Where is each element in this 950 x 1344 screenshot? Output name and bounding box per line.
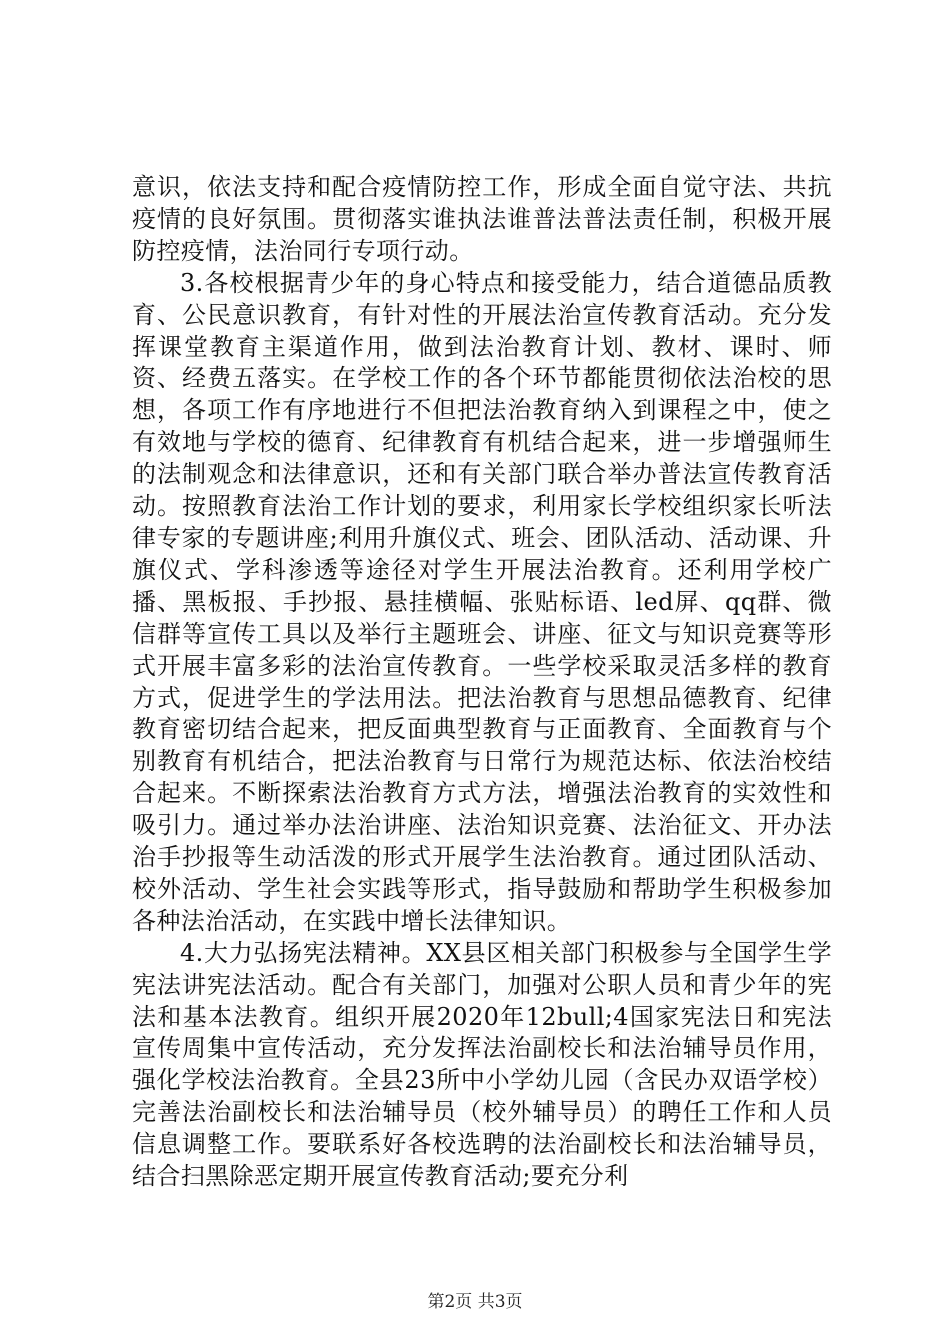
body-text xyxy=(132,172,832,1193)
page-number-footer: 第2页 共3页 xyxy=(427,1292,523,1312)
paragraph-item-4: 4.大力弘扬宪法精神。XX县区相关部门积极参与全国学生学宪法讲宪法活动。配合有关部门，加强对公职人员和青少年的宪法和基本法教育。组织开展2020年12bull;4国家宪法日和宪法宣传周集中宣传活动，充分发挥法治副校长和法治辅导员作用，强化学校法治教育。全县23所中小学幼儿园（含民办双语学校）完善法治副校长和法治辅导员（校外辅导员）的聘任工作和人员信息调整工作。要联系好各校选聘的法治副校长和法治辅导员，结合扫黑除恶定期开展宣传教育活动;要充分利 xyxy=(132,938,832,1191)
paragraph-continuation: 意识，依法支持和配合疫情防控工作，形成全面自觉守法、共抗疫情的良好氛围。贯彻落实谁执法谁普法普法责任制，积极开展防控疫情，法治同行专项行动。 xyxy=(132,173,832,265)
paragraph-item-3: 3.各校根据青少年的身心特点和接受能力，结合道德品质教育、公民意识教育，有针对性的开展法治宣传教育活动。充分发挥课堂教育主渠道作用，做到法治教育计划、教材、课时、师资、经费五落实。在学校工作的各个环节都能贯彻依法治校的思想，各项工作有序地进行不但把法治教育纳入到课程之中，使之有效地与学校的德育、纪律教育有机结合起来，进一步增强师生的法制观念和法律意识，还和有关部门联合举办普法宣传教育活动。按照教育法治工作计划的要求，利用家长学校组织家长听法律专家的专题讲座;利用升旗仪式、班会、团队活动、活动课、升旗仪式、学科渗透等途径对学生开展法治教育。还利用学校广播、黑板报、手抄报、悬挂横幅、张贴标语、led屏、qq群、微信群等宣传工具以及举行主题班会、讲座、征文与知识竞赛等形式开展丰富多彩的法治宣传教育。一些学校采取灵活多样的教育方式，促进学生的学法用法。把法治教育与思想品德教育、纪律教育密切结合起来，把反面典型教育与正面教育、全面教育与个别教育有机结合，把法治教育与日常行为规范达标、依法治校结合起来。不断探索法治教育方式方法，增强法治教育的实效性和吸引力。通过举办法治讲座、法治知识竞赛、法治征文、开办法治手抄报等生动活泼的形式开展学生法治教育。通过团队活动、校外活动、学生社会实践等形式，指导鼓励和帮助学生积极参加各种法治活动，在实践中增长法律知识。 xyxy=(132,268,832,935)
